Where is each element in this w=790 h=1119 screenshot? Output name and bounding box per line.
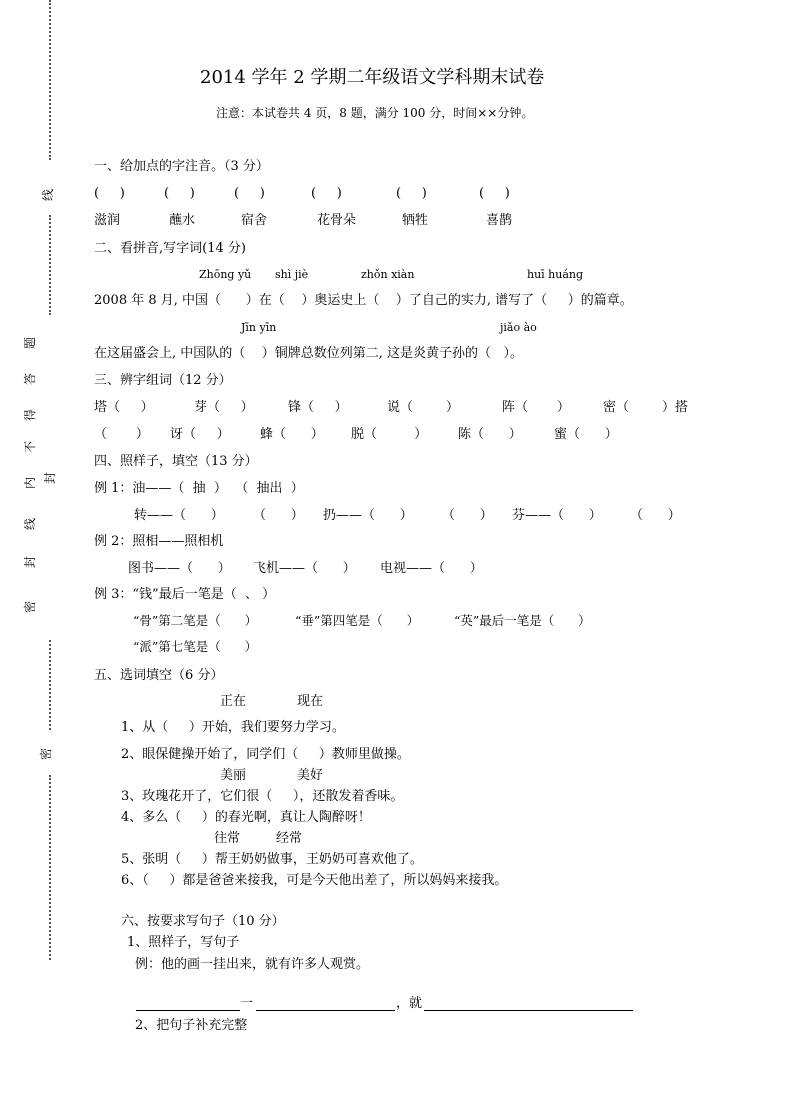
q3-item: （ ） xyxy=(94,427,149,442)
margin-label: 密 xyxy=(23,600,38,614)
margin-label: 答 xyxy=(23,372,38,386)
q3-heading: 三、辨字组词（12 分） xyxy=(94,373,232,388)
margin-label: 封 xyxy=(23,555,38,569)
q1-word: 宿舍 xyxy=(241,213,268,228)
margin-label: 线 xyxy=(23,517,38,531)
pinyin-blank: ( ) xyxy=(396,186,427,201)
q5-sentence: 6、（ ）都是爸爸来接我，可是今天他出差了，所以妈妈来接我。 xyxy=(121,873,508,888)
margin-label: 题 xyxy=(23,336,38,350)
margin-label: 不 xyxy=(23,440,38,454)
pinyin-blank: ( ) xyxy=(94,186,125,201)
answer-line xyxy=(136,1010,240,1011)
q4-item: “垂”第四笔是（ ） xyxy=(295,613,420,628)
q4-item: “派”第七笔是（ ） xyxy=(133,639,258,654)
exam-note: 注意：本试卷共 4 页，8 题，满分 100 分，时间××分钟。 xyxy=(216,106,534,120)
q4-item: 芬——（ ） xyxy=(512,508,602,523)
q4-item: 飞机——（ ） xyxy=(253,561,356,576)
q6-example: 例：他的画一挂出来，就有许多人观赏。 xyxy=(135,957,370,972)
q1-word: 喜鹊 xyxy=(486,213,513,228)
q4-heading: 四、照样子，填空（13 分） xyxy=(94,454,258,469)
dotted-line-top xyxy=(49,0,51,160)
margin-label: 封 xyxy=(43,471,58,485)
q4-item: “骨”第二笔是（ ） xyxy=(133,613,258,628)
q3-item: 塔（ ） xyxy=(94,400,154,415)
word-choice: 经常 xyxy=(276,831,303,846)
q3-item: 阵（ ） xyxy=(502,400,570,415)
pinyin-hint: shì jiè xyxy=(275,268,309,281)
q4-item: 图书——（ ） xyxy=(128,561,231,576)
pinyin-blank: ( ) xyxy=(234,186,265,201)
q4-item: （ ） xyxy=(630,508,681,523)
q4-item: 扔——（ ） xyxy=(323,508,413,523)
q6-sub-1: 1、照样子，写句子 xyxy=(127,935,240,950)
q4-item: 电视——（ ） xyxy=(380,561,483,576)
margin-label: 得 xyxy=(23,408,38,422)
q1-word: 花骨朵 xyxy=(317,213,357,228)
dotted-line-upper xyxy=(49,215,51,315)
q2-heading: 二、看拼音,写字词(14 分) xyxy=(94,241,246,256)
word-choice: 美丽 xyxy=(220,768,247,783)
q3-item: 芽（ ） xyxy=(194,400,254,415)
q4-item: （ ） xyxy=(253,508,304,523)
answer-line xyxy=(256,1010,395,1011)
word-choice: 往常 xyxy=(214,831,241,846)
q4-example-1: 例 1：油——（ 抽 ） （ 抽出 ） xyxy=(94,481,304,496)
q5-sentence: 1、从（ ）开始，我们要努力学习。 xyxy=(121,720,345,735)
pinyin-hint: Zhōng yǔ xyxy=(199,268,252,281)
dotted-line-bottom xyxy=(49,775,51,960)
q5-sentence: 2、眼保健操开始了，同学们（ ）教师里做操。 xyxy=(121,747,410,762)
q3-item: 讶（ ） xyxy=(170,427,230,442)
dotted-line-lower xyxy=(49,640,51,730)
q5-heading: 五、选词填空（6 分） xyxy=(94,668,224,683)
q4-item: “英”最后一笔是（ ） xyxy=(454,613,591,628)
pinyin-hint: huī huáng xyxy=(527,268,584,281)
margin-label: 线 xyxy=(41,188,56,202)
q3-item: 说（ ） xyxy=(387,400,460,415)
pinyin-blank: ( ) xyxy=(479,186,510,201)
q4-example-3: 例 3：“钱”最后一笔是（ 、 ） xyxy=(94,587,276,602)
page-title: 2014 学年 2 学期二年级语文学科期末试卷 xyxy=(200,67,545,88)
answer-line xyxy=(424,1010,633,1011)
margin-label: 密 xyxy=(39,747,54,761)
pinyin-hint: jiǎo ào xyxy=(500,321,537,334)
pinyin-blank: ( ) xyxy=(164,186,195,201)
pinyin-blank: ( ) xyxy=(311,186,342,201)
q3-item: 密（ ）搭 xyxy=(603,400,689,415)
q3-item: 锋（ ） xyxy=(288,400,348,415)
q1-word: 蘸水 xyxy=(169,213,196,228)
q3-item: 陈（ ） xyxy=(458,427,522,442)
q6-sub-2: 2、把句子补充完整 xyxy=(135,1018,248,1033)
q2-sentence-1: 2008 年 8 月, 中国（ ）在（ ）奥运史上（ ）了自己的实力, 谱写了（ ）的篇章。 xyxy=(94,293,633,308)
q5-sentence: 4、多么（ ）的春光啊，真让人陶醉呀！ xyxy=(121,810,371,825)
q3-item: 脱（ ） xyxy=(351,427,428,442)
q3-item: 蜂（ ） xyxy=(260,427,324,442)
word-choice: 美好 xyxy=(297,768,324,783)
q3-item: 蜜（ ） xyxy=(554,427,618,442)
word-choice: 现在 xyxy=(297,694,324,709)
word-choice: 正在 xyxy=(220,694,247,709)
fill-connector: 一 xyxy=(240,996,254,1011)
pinyin-hint: zhǒn xiàn xyxy=(361,268,415,281)
q5-sentence: 3、玫瑰花开了，它们很（ ），还散发着香味。 xyxy=(121,789,404,804)
q1-heading: 一、给加点的字注音。（3 分） xyxy=(94,159,269,174)
q2-sentence-2: 在这届盛会上, 中国队的（ ）铜牌总数位列第二, 这是炎黄子孙的（ ）。 xyxy=(94,346,523,361)
margin-label: 内 xyxy=(23,476,38,490)
q1-word: 滋润 xyxy=(94,213,121,228)
q1-word: 牺牲 xyxy=(402,213,429,228)
q4-item: 转——（ ） xyxy=(134,508,224,523)
pinyin-hint: Jīn yīn xyxy=(241,321,277,334)
q6-heading: 六、按要求写句子（10 分） xyxy=(121,914,285,929)
fill-connector: ，就 xyxy=(396,996,423,1011)
q5-sentence: 5、张明（ ）帮王奶奶做事，王奶奶可喜欢他了。 xyxy=(121,852,423,867)
q4-example-2: 例 2：照相——照相机 xyxy=(94,534,224,549)
q4-item: （ ） xyxy=(442,508,493,523)
